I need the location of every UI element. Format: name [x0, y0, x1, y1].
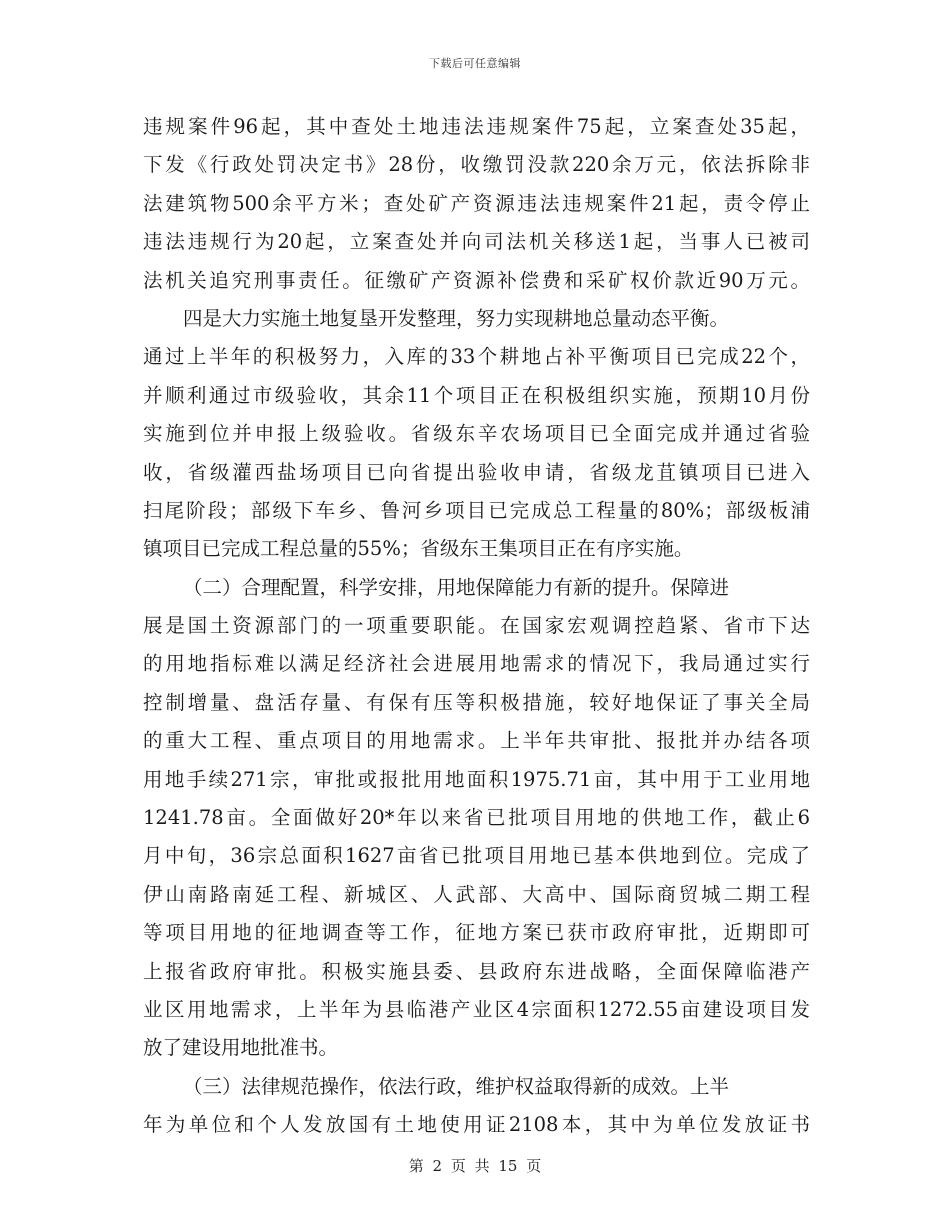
text-line: 并顺利通过市级验收，其余11个项目正在积极组织实施，预期10月份 — [143, 383, 810, 407]
text-line: 通过上半年的积极努力，入库的33个耕地占补平衡项目已完成22个， — [143, 345, 810, 369]
page-number-footer: 第 2 页 共 15 页 — [408, 1157, 542, 1175]
text-line: 月中旬，36宗总面积1627亩省已批项目用地已基本供地到位。完成了 — [143, 844, 810, 868]
text-line: 放了建设用地批准书。 — [143, 1036, 339, 1060]
text-line: 年为单位和个人发放国有土地使用证2108本，其中为单位发放证书 — [143, 1113, 810, 1137]
text-line: 下发《行政处罚决定书》28份，收缴罚没款220余万元，依法拆除非 — [143, 153, 810, 177]
document-body — [143, 108, 810, 1145]
text-line: 的重大工程、重点项目的用地需求。上半年共审批、报批并办结各项 — [143, 729, 810, 753]
text-line: 等项目用地的征地调查等工作，征地方案已获市政府审批，近期即可 — [143, 921, 810, 945]
text-line: 违法违规行为20起，立案查处并向司法机关移送1起，当事人已被司 — [143, 230, 810, 254]
text-line: 的用地指标难以满足经济社会进展用地需求的情况下，我局通过实行 — [143, 652, 810, 676]
text-line: （二）合理配置，科学安排，用地保障能力有新的提升。保障进 — [183, 575, 730, 599]
text-line: 控制增量、盘活存量、有保有压等积极措施，较好地保证了事关全局 — [143, 690, 810, 714]
text-line: 扫尾阶段；部级下车乡、鲁河乡项目已完成总工程量的80%；部级板浦 — [143, 498, 810, 522]
text-line: 伊山南路南延工程、新城区、人武部、大高中、国际商贸城二期工程 — [143, 882, 810, 906]
text-line: 法建筑物500余平方米；查处矿产资源违法违规案件21起，责令停止 — [143, 191, 810, 215]
text-line: 展是国土资源部门的一项重要职能。在国家宏观调控趋紧、省市下达 — [143, 614, 810, 638]
text-line: 实施到位并申报上级验收。省级东辛农场项目已全面完成并通过省验 — [143, 422, 810, 446]
text-line: 上报省政府审批。积极实施县委、县政府东进战略，全面保障临港产 — [143, 959, 810, 983]
text-line: 四是大力实施土地复垦开发整理，努力实现耕地总量动态平衡。 — [183, 306, 730, 330]
text-line: 1241.78亩。全面做好20*年以来省已批项目用地的供地工作，截止6 — [143, 806, 810, 830]
text-line: 镇项目已完成工程总量的55%；省级东王集项目正在有序实施。 — [143, 537, 694, 561]
text-line: 法机关追究刑事责任。征缴矿产资源补偿费和采矿权价款近90万元。 — [143, 268, 810, 292]
text-line: 收，省级灌西盐场项目已向省提出验收申请，省级龙苴镇项目已进入 — [143, 460, 810, 484]
text-line: 违规案件96起，其中查处土地违法违规案件75起，立案查处35起， — [143, 115, 810, 138]
text-line: 业区用地需求，上半年为县临港产业区4宗面积1272.55亩建设项目发 — [143, 997, 810, 1021]
text-line: （三）法律规范操作，依法行政，维护权益取得新的成效。上半 — [183, 1074, 730, 1098]
page-header-note: 下载后可任意编辑 — [429, 57, 521, 70]
text-line: 用地手续271宗，审批或报批用地面积1975.71亩，其中用于工业用地 — [143, 767, 810, 791]
